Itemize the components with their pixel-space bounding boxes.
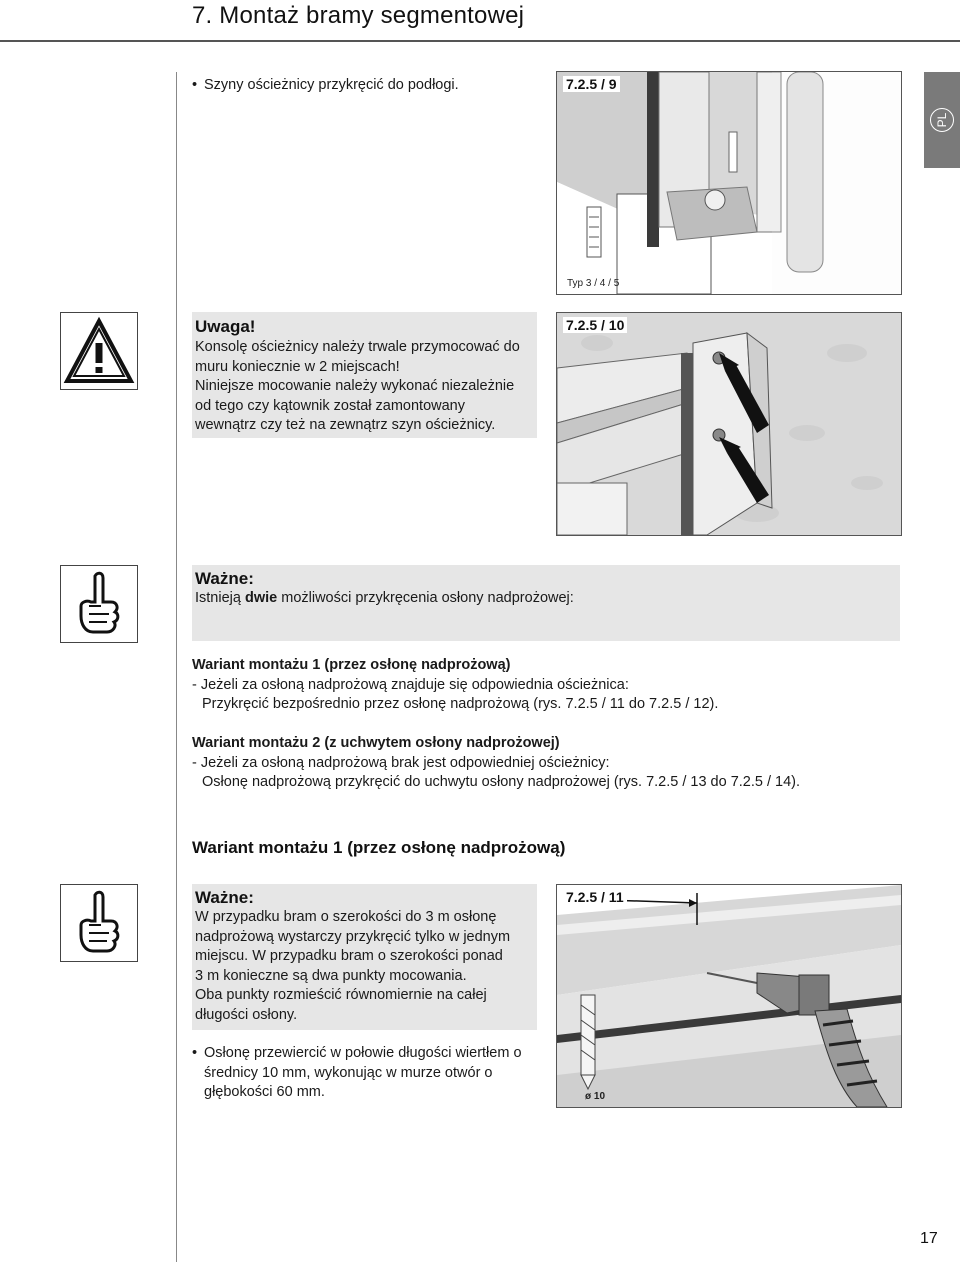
important-icon-box: [60, 565, 138, 643]
figure-label: 7.2.5 / 11: [563, 889, 627, 905]
figure-label: 7.2.5 / 9: [563, 76, 620, 92]
important-line: Oba punkty rozmieścić równomiernie na całej: [195, 987, 487, 1003]
warning-line: Konsolę ościeżnicy należy trwale przymocować do: [195, 339, 520, 355]
step2-line: średnicy 10 mm, wykonując w murze otwór o: [204, 1064, 493, 1081]
important-panel: [192, 884, 537, 1030]
pointing-hand-icon: [61, 885, 137, 961]
warning-title: Uwaga!: [195, 317, 256, 336]
variant1-line: - Jeżeli za osłoną nadprożową znajduje się odpowiednia ościeżnica:: [192, 676, 629, 693]
important-panel: [192, 565, 900, 641]
warning-icon-box: [60, 312, 138, 390]
step2-text: [204, 1044, 522, 1103]
variant2-line: Osłonę nadprożową przykręcić do uchwytu osłony nadprożowej (rys. 7.2.5 / 13 do 7.2.5 / 14).: [202, 774, 801, 790]
section-heading: Wariant montażu 1 (przez osłonę nadprożową): [192, 838, 566, 857]
important-text-after: możliwości przykręcenia osłony nadprożowej:: [277, 590, 574, 606]
important-icon-box: [60, 884, 138, 962]
figure-label: 7.2.5 / 10: [563, 317, 627, 333]
warning-line: wewnątrz czy też na zewnątrz szyn ościeżnicy.: [195, 417, 496, 433]
pointing-hand-icon: [61, 566, 137, 642]
important-title: Ważne:: [195, 569, 254, 588]
important-line: 3 m konieczne są dwa punkty mocowania.: [195, 967, 467, 984]
step1-text: Szyny ościeżnicy przykręcić do podłogi.: [204, 77, 459, 93]
bullet-item: • Osłonę przewiercić w połowie długości wiertłem o średnicy 10 mm, wykonując w murze otwór o głębokości 60 mm.: [192, 1044, 542, 1103]
variant1-heading: Wariant montażu 1 (przez osłonę nadprożową): [192, 657, 511, 673]
variant2-block: [192, 734, 912, 793]
figure-7-2-5-11: [556, 884, 902, 1108]
figure-caption: ø 10: [585, 1091, 606, 1102]
important-line: długości osłony.: [195, 1006, 298, 1023]
figure-7-2-5-9: [556, 71, 902, 295]
warning-text: [195, 338, 535, 436]
step2-line: Osłonę przewiercić w połowie długości wiertłem o: [204, 1045, 522, 1061]
warning-line: Niniejsze mocowanie należy wykonać niezależnie: [195, 378, 515, 394]
step2-line: głębokości 60 mm.: [204, 1084, 325, 1100]
important-title: Ważne:: [195, 888, 254, 907]
important-line: miejscu. W przypadku bram o szerokości ponad: [195, 948, 503, 964]
variant1-block: [192, 656, 892, 715]
bullet-item: • Szyny ościeżnicy przykręcić do podłogi.: [192, 77, 459, 93]
warning-panel: [192, 312, 537, 438]
important-text: [195, 908, 535, 1025]
header-rule: [0, 40, 960, 42]
important-text: [195, 589, 574, 609]
language-tab: [924, 72, 960, 168]
warning-line: od tego czy kątownik został zamontowany: [195, 397, 465, 414]
variant2-line: - Jeżeli za osłoną nadprożową brak jest odpowiedniej ościeżnicy:: [192, 754, 610, 771]
figure-drilling-illustration: [557, 885, 901, 1107]
important-line: W przypadku bram o szerokości do 3 m osłonę: [195, 909, 497, 925]
language-tab-label: PL: [930, 108, 954, 132]
page-title: 7. Montaż bramy segmentowej: [192, 2, 525, 29]
warning-line: muru koniecznie w 2 miejscach!: [195, 358, 400, 375]
left-margin-line: [176, 72, 177, 1262]
figure-7-2-5-10: [556, 312, 902, 536]
variant2-heading: Wariant montażu 2 (z uchwytem osłony nadprożowej): [192, 735, 560, 751]
important-line: nadprożową wystarczy przykręcić tylko w jednym: [195, 928, 511, 945]
important-text-bold: dwie: [244, 590, 278, 606]
warning-triangle-icon: [61, 313, 137, 389]
figure-floor-rail-illustration: [557, 72, 901, 294]
figure-console-bracket-illustration: [557, 313, 901, 535]
figure-caption: Typ 3 / 4 / 5: [567, 278, 620, 289]
page-number: 17: [920, 1230, 938, 1247]
variant1-line: Przykręcić bezpośrednio przez osłonę nadprożową (rys. 7.2.5 / 11 do 7.2.5 / 12).: [202, 696, 719, 712]
important-text-before: Istnieją: [195, 590, 245, 606]
